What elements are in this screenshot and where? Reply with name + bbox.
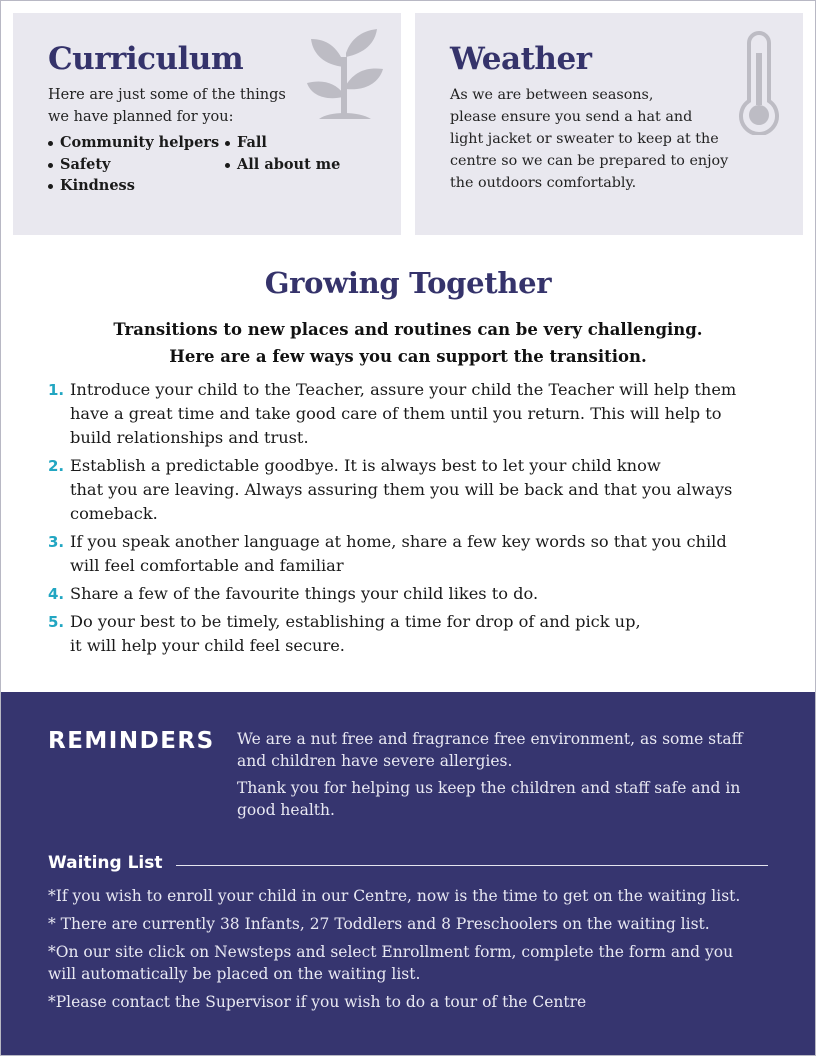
curriculum-card [13,13,401,235]
list-number: 3. [48,533,65,551]
reminders-title: REMINDERS [48,728,215,754]
curriculum-title: Curriculum [48,41,244,77]
list-item [48,530,788,578]
list-text: Introduce your child to the Teacher, assure your child the Teacher will help them have a great time and take good care of them until you return. This will help to build relationships and trust. [70,380,737,447]
weather-title: Weather [450,41,592,77]
tips-list [48,378,788,662]
list-item: Fall [225,132,365,154]
reminder-text: Thank you for helping us keep the children and staff safe and in good health. [237,779,741,819]
list-item: * There are currently 38 Infants, 27 Toddlers and 8 Preschoolers on the waiting list. [48,915,710,933]
list-number: 4. [48,585,65,603]
list-item [48,582,788,606]
list-item [48,454,788,526]
list-item: Safety [48,154,225,176]
list-item: Community helpers [48,132,225,154]
section-intro: Transitions to new places and routines can be very challenging. Here are a few ways you can support the transition. [113,320,703,366]
list-number: 2. [48,457,65,475]
list-item [48,610,788,658]
weather-card [415,13,803,235]
plant-sprout-icon [305,27,387,127]
curriculum-intro: Here are just some of the things we have planned for you: [48,87,286,125]
list-text: Establish a predictable goodbye. It is always best to let your child know that you are leaving. Always assuring them you will be back and that you always comeback. [70,456,733,523]
list-item: *On our site click on Newsteps and select Enrollment form, complete the form and you will automatically be placed on the waiting list. [48,943,734,983]
section-title: Growing Together [264,266,552,300]
list-item: *If you wish to enroll your child in our Centre, now is the time to get on the waiting list. [48,887,741,905]
divider [176,865,768,866]
weather-text: As we are between seasons, please ensure you send a hat and light jacket or sweater to keep at the centre so we can be prepared to enjoy the outdoors comfortably. [450,87,729,191]
list-number: 5. [48,613,65,631]
list-text: Do your best to be timely, establishing a time for drop of and pick up, it will help your child feel secure. [70,612,641,655]
list-number: 1. [48,381,65,399]
reminder-text: We are a nut free and fragrance free environment, as some staff and children have severe allergies. [237,730,743,770]
curriculum-topics [48,132,368,197]
list-text: Share a few of the favourite things your child likes to do. [70,584,539,603]
list-item: *Please contact the Supervisor if you wish to do a tour of the Centre [48,993,587,1011]
list-item: Kindness [48,175,225,197]
list-text: If you speak another language at home, share a few key words so that you child will feel comfortable and familiar [70,532,727,575]
waiting-list-title: Waiting List [48,853,163,873]
list-item: All about me [225,154,365,176]
waiting-list-items [48,885,788,1019]
reminders-section [1,692,815,1055]
list-item [48,378,788,450]
